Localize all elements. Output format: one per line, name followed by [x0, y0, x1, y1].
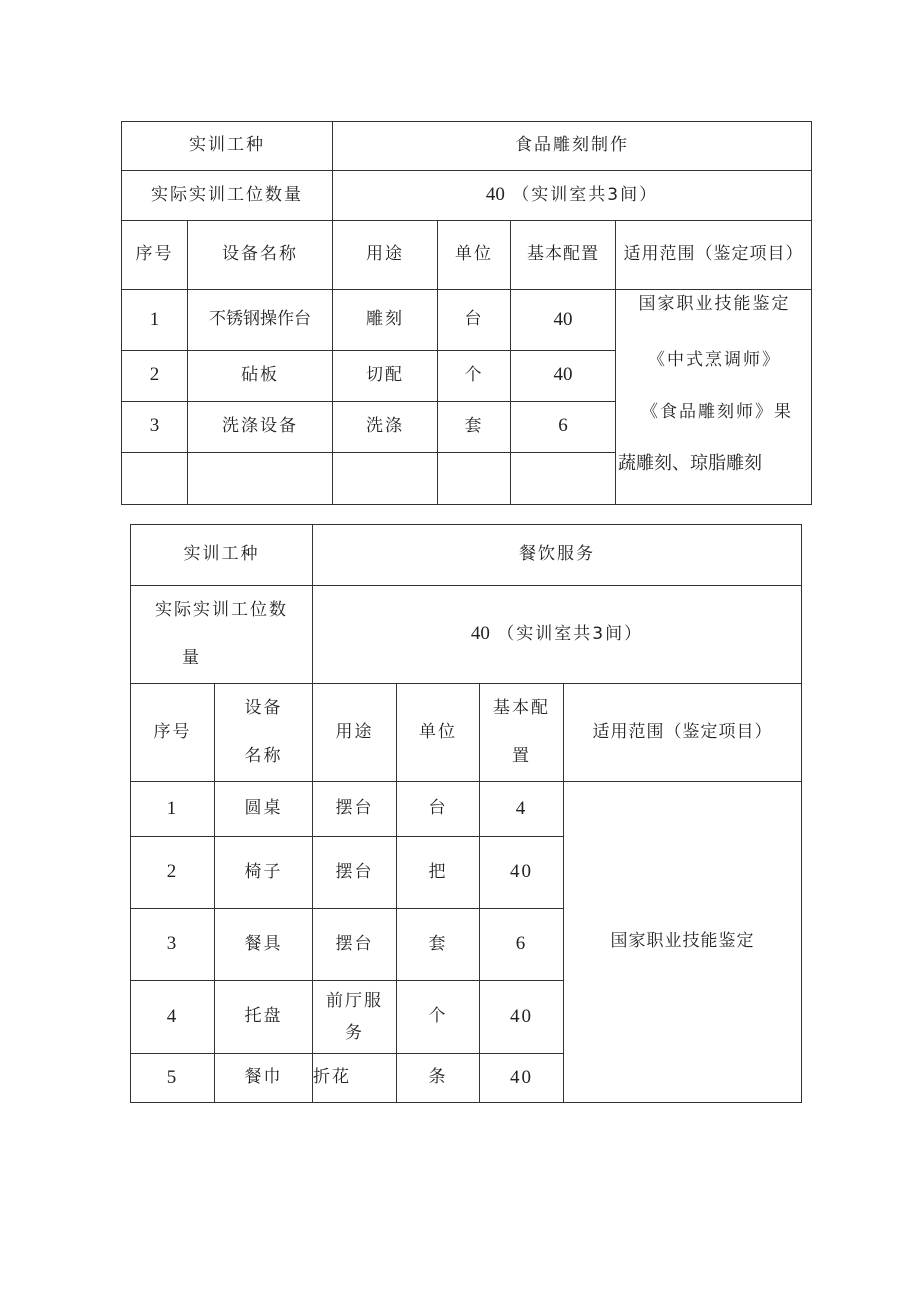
row-name: 圆桌 [215, 782, 313, 837]
station-count: 40 [470, 623, 490, 645]
scope-cell: 国家职业技能鉴定 [564, 782, 802, 1103]
header-no: 序号 [122, 221, 188, 290]
row-name: 洗涤设备 [188, 401, 333, 452]
scope-line: 《中式烹调师》 [648, 350, 781, 370]
row-no: 2 [122, 350, 188, 401]
equipment-table-catering [130, 524, 802, 1103]
station-count-label [131, 586, 313, 684]
row-no: 3 [131, 909, 215, 981]
header-name: 设备名称 [188, 221, 333, 290]
row-use: 摆台 [313, 909, 397, 981]
row-use: 洗涤 [333, 401, 438, 452]
header-name-line: 名称 [244, 745, 283, 766]
header-use: 用途 [333, 221, 438, 290]
header-unit: 单位 [438, 221, 511, 290]
header-name-line: 设备 [244, 697, 283, 718]
row-qty: 40 [480, 1054, 564, 1103]
row-unit: 个 [438, 350, 511, 401]
row-qty: 6 [511, 401, 616, 452]
header-qty [480, 684, 564, 782]
trade-label: 实训工种 [131, 525, 313, 586]
row-no: 2 [131, 837, 215, 909]
row-unit: 把 [397, 837, 480, 909]
row-name: 托盘 [215, 981, 313, 1054]
header-name [215, 684, 313, 782]
equipment-table-food-carving [121, 121, 812, 505]
header-use: 用途 [313, 684, 397, 782]
scope-line: 《食品雕刻师》果 [641, 402, 793, 422]
row-qty: 40 [511, 290, 616, 351]
empty-cell [122, 452, 188, 504]
table-row [122, 290, 812, 351]
row-qty: 6 [480, 909, 564, 981]
row-name: 砧板 [188, 350, 333, 401]
scope-cell [616, 290, 812, 505]
trade-value: 餐饮服务 [313, 525, 802, 586]
row-use-line: 务 [345, 1023, 364, 1043]
row-name: 餐巾 [215, 1054, 313, 1103]
table-row [131, 782, 802, 837]
header-scope: 适用范围（鉴定项目） [616, 221, 812, 290]
row-unit: 台 [397, 782, 480, 837]
row-unit: 台 [438, 290, 511, 351]
row-unit: 个 [397, 981, 480, 1054]
row-name: 椅子 [215, 837, 313, 909]
header-no: 序号 [131, 684, 215, 782]
empty-cell [188, 452, 333, 504]
row-use [313, 981, 397, 1054]
header-unit: 单位 [397, 684, 480, 782]
row-qty: 4 [480, 782, 564, 837]
row-unit: 套 [438, 401, 511, 452]
station-count-label: 实际实训工位数量 [122, 171, 333, 221]
header-qty-line: 基本配 [493, 697, 550, 718]
row-no: 1 [122, 290, 188, 351]
header-qty-line: 置 [512, 745, 531, 766]
station-count: 40 [485, 184, 505, 206]
row-use: 摆台 [313, 782, 397, 837]
row-no: 5 [131, 1054, 215, 1103]
row-use: 切配 [333, 350, 438, 401]
empty-cell [438, 452, 511, 504]
row-qty: 40 [511, 350, 616, 401]
station-count-cell [313, 586, 802, 684]
trade-label: 实训工种 [122, 122, 333, 171]
station-note: （实训室共3间） [512, 185, 659, 206]
row-qty: 40 [480, 837, 564, 909]
row-no: 3 [122, 401, 188, 452]
scope-line: 国家职业技能鉴定 [638, 294, 791, 314]
station-note: （实训室共3间） [497, 624, 644, 645]
row-unit: 条 [397, 1054, 480, 1103]
row-qty: 40 [480, 981, 564, 1054]
trade-value: 食品雕刻制作 [333, 122, 812, 171]
row-no: 4 [131, 981, 215, 1054]
row-use: 摆台 [313, 837, 397, 909]
scope-line: 蔬雕刻、琼脂雕刻 [618, 453, 762, 474]
station-count-cell [333, 171, 812, 221]
row-unit: 套 [397, 909, 480, 981]
row-use-line: 前厅服 [326, 990, 383, 1011]
row-use: 雕刻 [333, 290, 438, 351]
header-scope: 适用范围（鉴定项目） [564, 684, 802, 782]
row-name: 不锈钢操作台 [188, 290, 333, 351]
row-no: 1 [131, 782, 215, 837]
empty-cell [511, 452, 616, 504]
row-use: 折花 [313, 1054, 397, 1103]
header-qty: 基本配置 [511, 221, 616, 290]
row-name: 餐具 [215, 909, 313, 981]
empty-cell [333, 452, 438, 504]
station-label-line: 量 [182, 647, 201, 668]
station-label-line: 实际实训工位数 [155, 599, 288, 620]
